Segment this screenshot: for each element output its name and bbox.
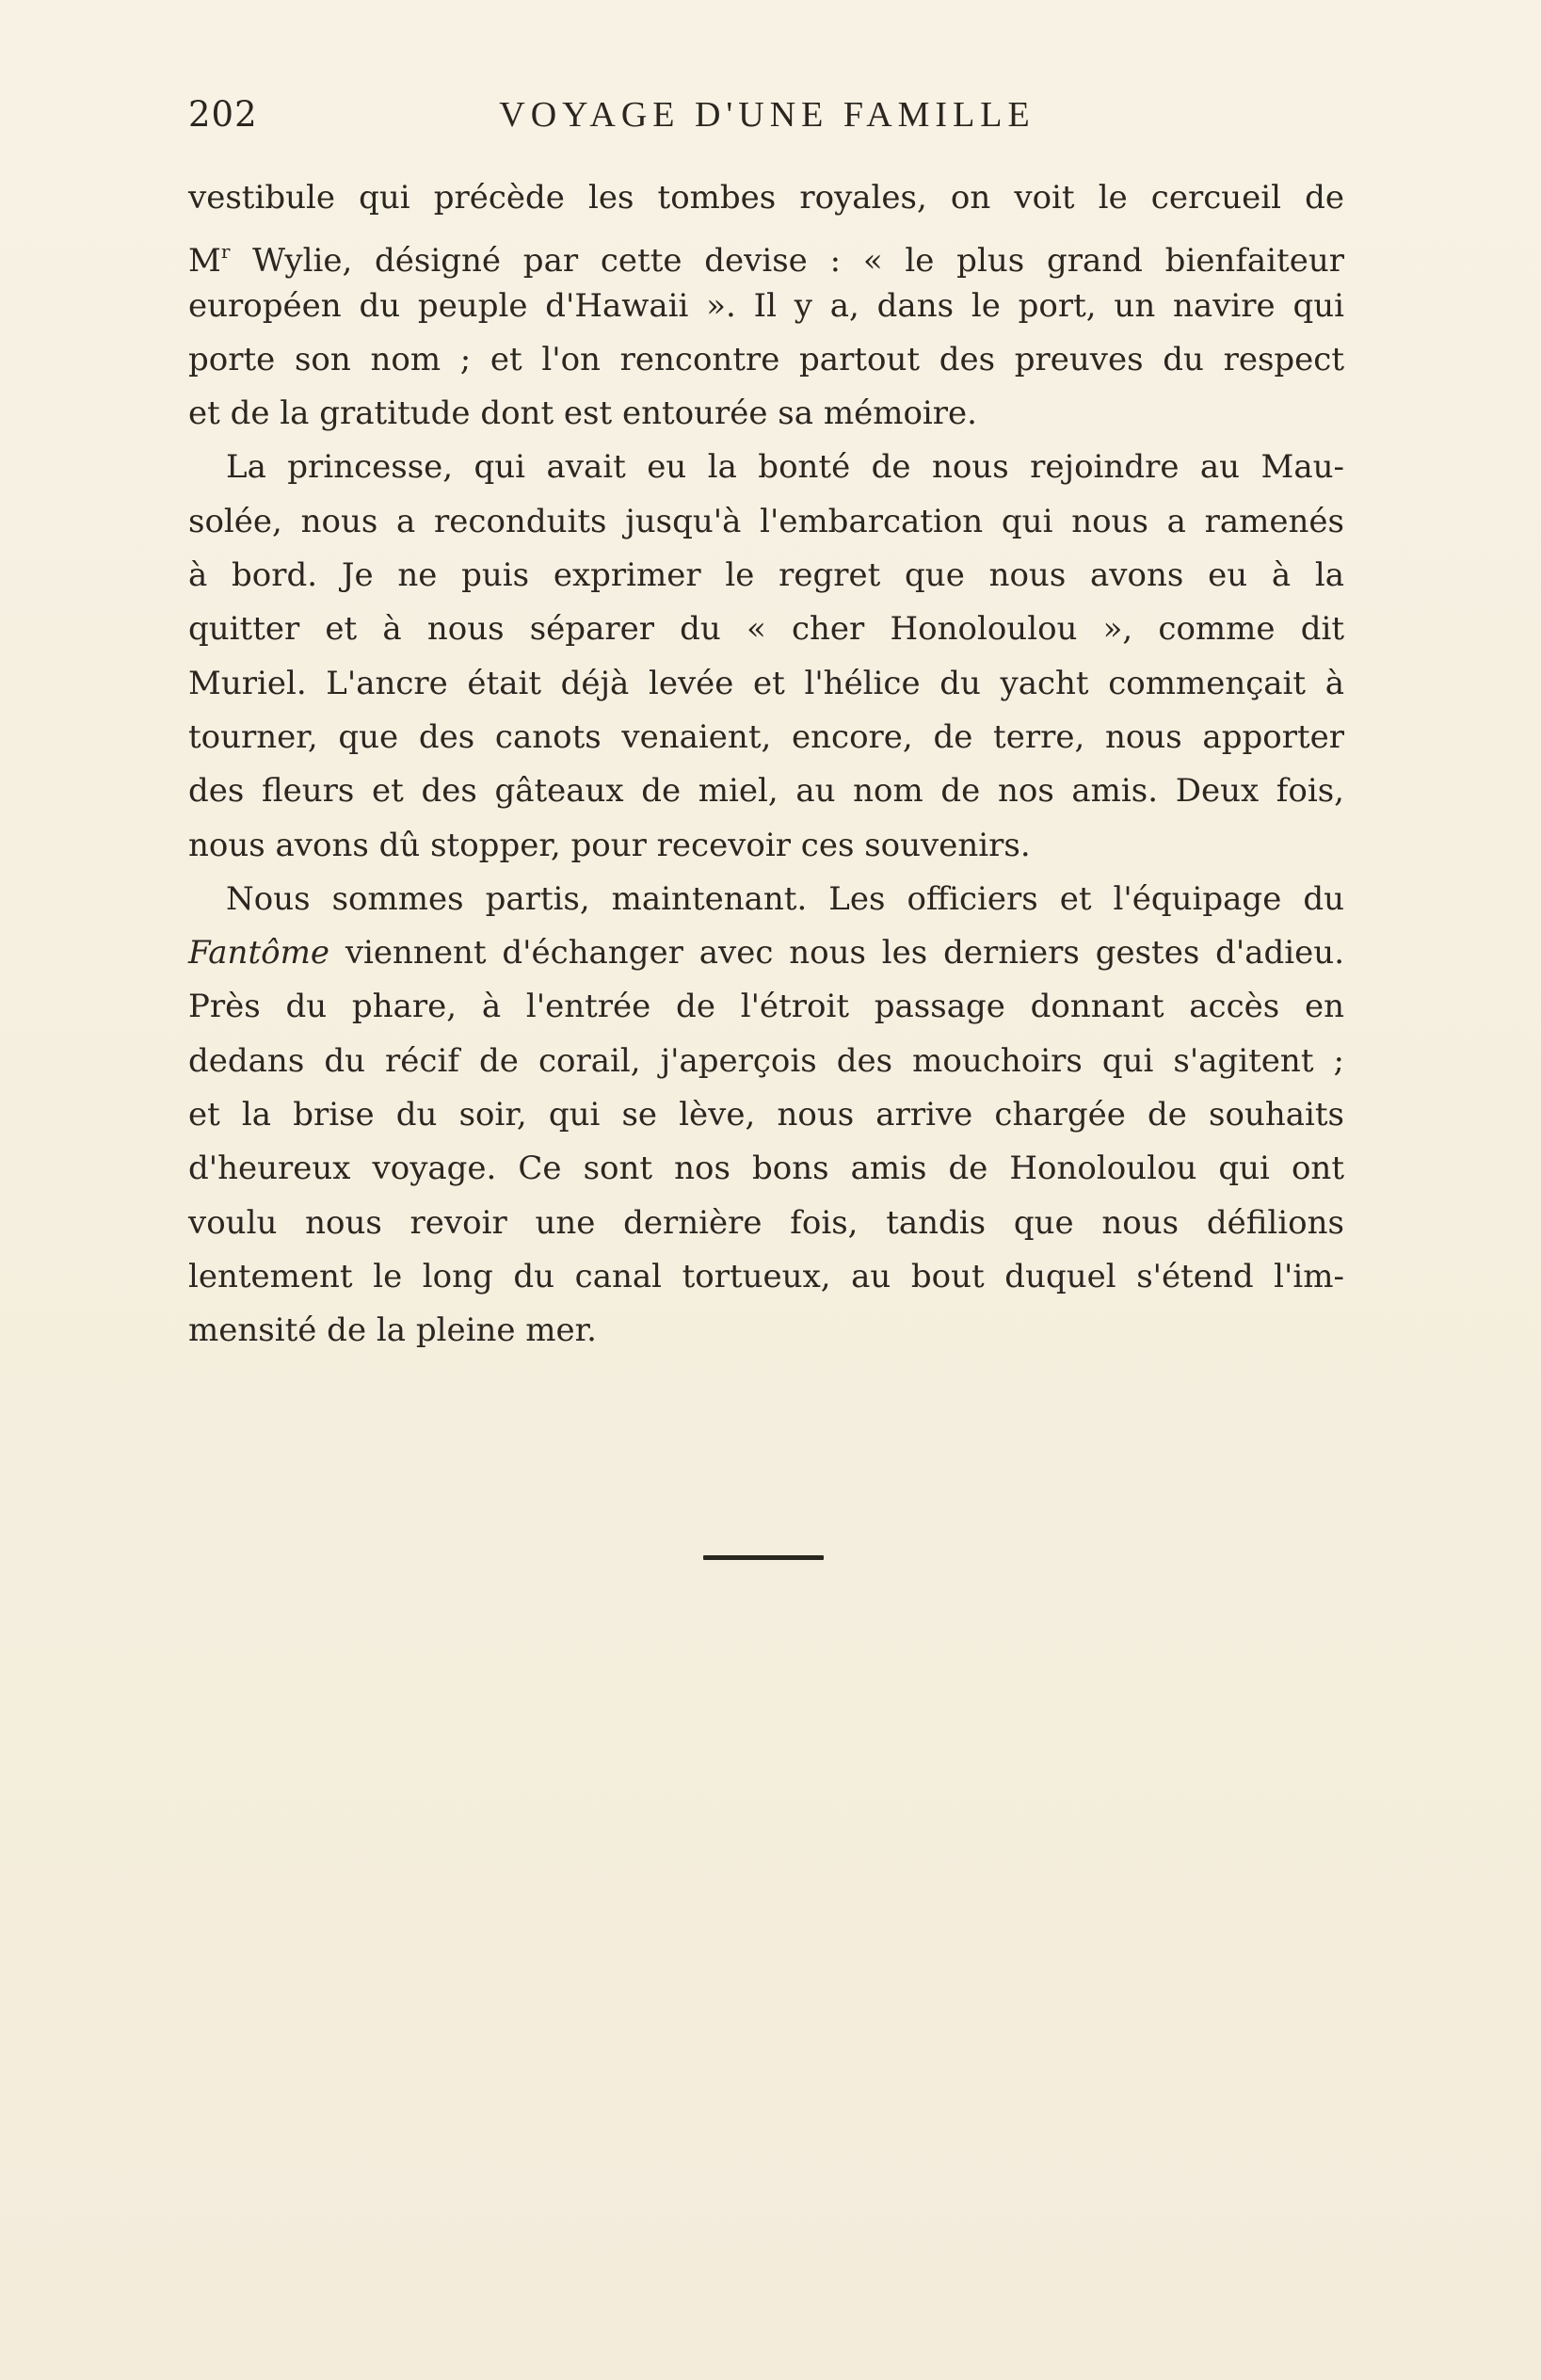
text-line: des fleurs et des gâteaux de miel, au nom de nos amis. Deux fois, — [188, 772, 1344, 811]
text-line: Près du phare, à l'entrée de l'étroit passage donnant accès en — [188, 988, 1344, 1026]
text-line: La princesse, qui avait eu la bonté de nous rejoindre au Mau- — [226, 448, 1344, 487]
ship-name: Fantôme — [188, 934, 329, 973]
text-line: à bord. Je ne puis exprimer le regret que nous avons eu à la — [188, 556, 1344, 595]
text-line: vestibule qui précède les tombes royales, on voit le cercueil de — [188, 179, 1344, 217]
superscript: r — [220, 240, 231, 264]
text-fragment: Wylie, désigné par cette devise : « le plus grand bienfaiteur — [230, 242, 1344, 281]
text-line: lentement le long du canal tortueux, au bout duquel s'étend l'im- — [188, 1257, 1344, 1295]
text-line: et de la gratitude dont est entourée sa mémoire. — [188, 394, 977, 433]
abbrev-mister: M — [188, 242, 221, 281]
text-line — [188, 225, 1344, 279]
text-line: solée, nous a reconduits jusqu'à l'embarcation qui nous a ramenés — [188, 502, 1344, 540]
text-line: européen du peuple d'Hawaii ». Il y a, dans le port, un navire qui — [188, 286, 1344, 325]
text-line: et la brise du soir, qui se lève, nous arrive chargée de souhaits — [188, 1096, 1344, 1134]
text-line: d'heureux voyage. Ce sont nos bons amis de Honoloulou qui ont — [188, 1150, 1344, 1188]
running-title: VOYAGE D'UNE FAMILLE — [499, 95, 1035, 135]
text-line: nous avons dû stopper, pour recevoir ces souvenirs. — [188, 826, 1031, 864]
text-line — [188, 926, 1344, 980]
text-fragment: viennent d'échanger avec nous les derniers gestes d'adieu. — [329, 934, 1344, 973]
text-line: tourner, que des canots venaient, encore, de terre, nous apporter — [188, 717, 1344, 756]
text-line: porte son nom ; et l'on rencontre partout des preuves du respect — [188, 340, 1344, 378]
page-number: 202 — [188, 94, 258, 135]
text-line: mensité de la pleine mer. — [188, 1311, 597, 1350]
text-line: Nous sommes partis, maintenant. Les officiers et l'équipage du — [226, 879, 1344, 918]
body-text — [188, 171, 1344, 1359]
text-line: quitter et à nous séparer du « cher Honoloulou », comme dit — [188, 610, 1344, 649]
text-line: voulu nous revoir une dernière fois, tandis que nous défilions — [188, 1203, 1344, 1242]
page-header — [188, 94, 1346, 151]
text-line: Muriel. L'ancre était déjà levée et l'hélice du yacht commençait à — [188, 664, 1344, 702]
end-of-chapter-rule — [703, 1555, 824, 1560]
text-line: dedans du récif de corail, j'aperçois des mouchoirs qui s'agitent ; — [188, 1041, 1344, 1080]
